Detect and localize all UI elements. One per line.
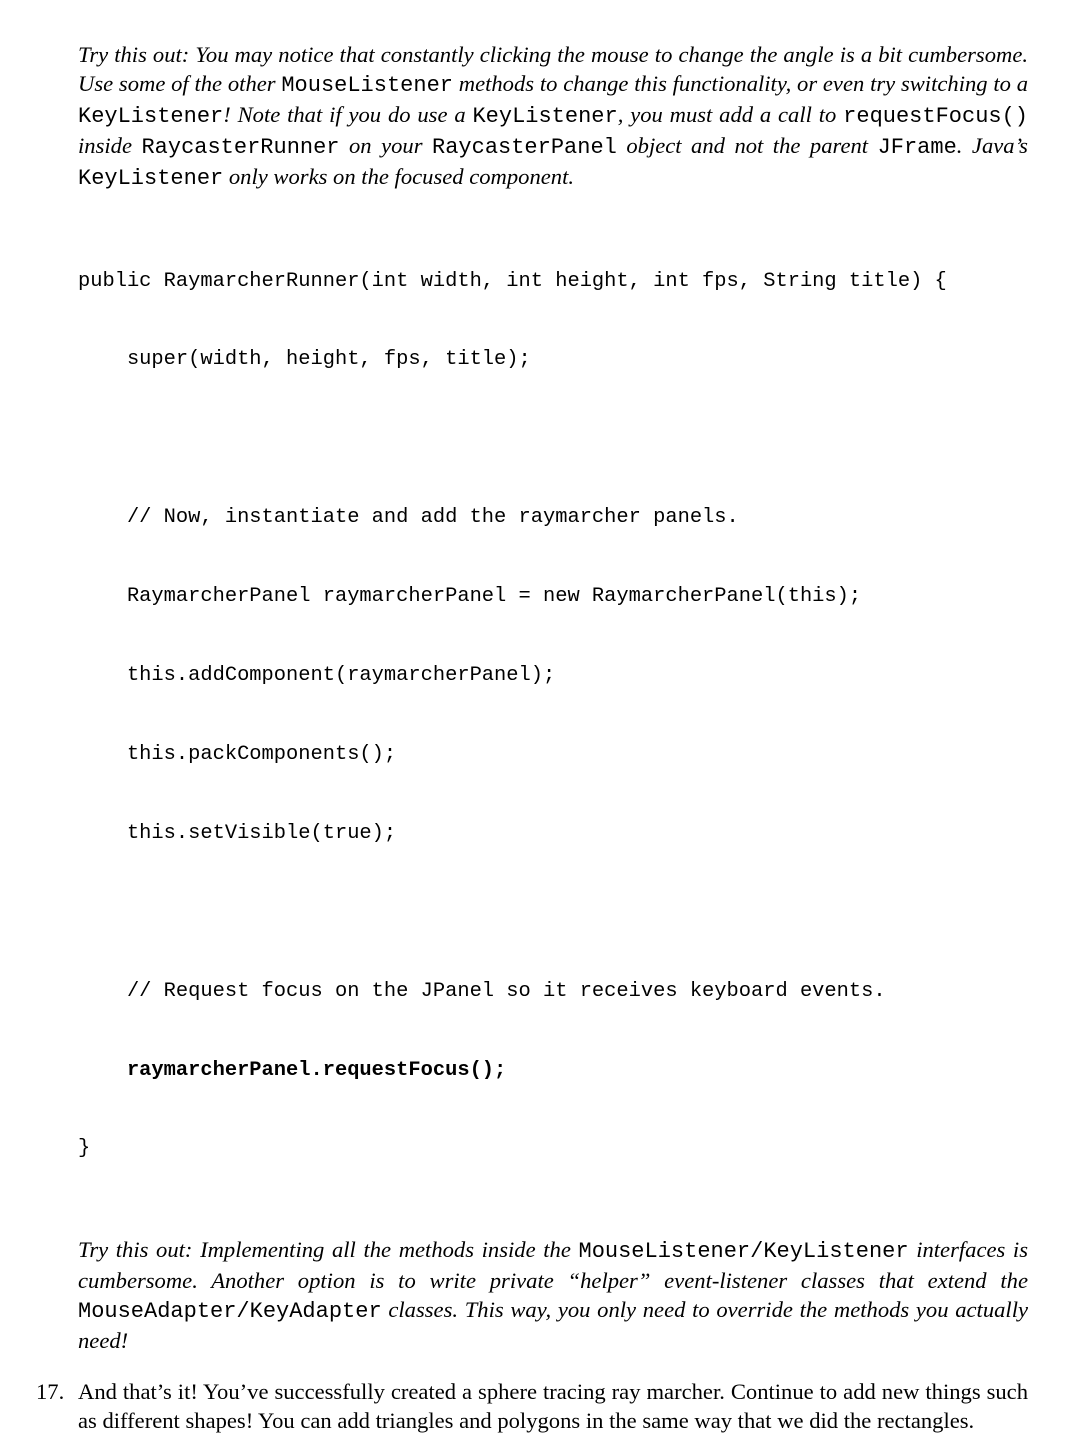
tip1-code-jframe: JFrame [877,135,957,160]
tip1-code-keylistener: KeyListener [78,104,224,129]
code-line: RaymarcherPanel raymarcherPanel = new RaymarcherPanel(this); [78,585,862,609]
code-line: super(width, height, fps, title); [78,348,531,372]
tip1-code-keylistener: KeyListener [78,166,224,191]
tip1-text: object and not the parent [616,133,878,158]
tip1-code-raycasterpanel: RaycasterPanel [432,135,617,160]
code-line: } [78,1137,91,1161]
list-item-text: And that’s it! You’ve successfully created a sphere tracing ray marcher. Continue to add new things such as different shapes! You can add triangles and polygons in the same way that we did the rectangles. [78,1379,1028,1434]
code-comment-line: // Request focus on the JPanel so it receives keyboard events. [78,979,886,1003]
tip2-code-adapters: MouseAdapter/KeyAdapter [78,1299,382,1325]
try-this-out-keylistener-tip [78,40,1028,193]
tip1-text: methods to change this functionality, or even try switching to a [452,71,1028,96]
tip1-text: only works on the focused component. [223,164,575,189]
tip1-text: on your [339,133,433,158]
tip2-text: classes. This way, you only need to override the methods you actually need! [78,1297,1028,1354]
tip1-text: Try this out: You may notice that constantly clicking the mouse to change the angle is a bit cumbersome. Use some of the other [78,42,1028,96]
tip1-code-requestfocus: requestFocus() [843,104,1029,129]
code-line: public RaymarcherRunner(int width, int height, int fps, String title) { [78,269,947,293]
try-this-out-adapter-tip [78,1235,1028,1355]
list-item-number: 17. [36,1379,65,1405]
tip1-text: . Java’s [956,133,1028,158]
document-page [36,40,1029,1435]
code-line-blank [78,426,1028,452]
tip1-code-raycasterrunner: RaycasterRunner [141,135,340,160]
tip2-code-listeners: MouseListener/KeyListener [578,1239,909,1265]
list-item-step-17 [36,1377,1028,1435]
tip2-text: interfaces is cumbersome. Another option is to write private “helper” event-listener classes that extend the [78,1237,1029,1294]
code-line: this.packComponents(); [78,742,397,766]
code-comment-line: // Now, instantiate and add the raymarcher panels. [78,506,739,530]
code-line: this.addComponent(raymarcherPanel); [78,664,556,688]
code-listing [78,216,1028,1215]
code-line: this.setVisible(true); [78,821,397,845]
tip1-text: , you must add a call to [617,102,844,127]
tip2-text: Try this out: Implementing all the methods inside the [78,1237,579,1263]
tip1-code-keylistener: KeyListener [472,104,618,129]
tip1-code-mouselistener: MouseListener [281,73,453,98]
code-line-bold-wrapper [78,1058,1028,1084]
code-line-request-focus: raymarcherPanel.requestFocus(); [78,1058,507,1082]
tip1-text: ! Note that if you do use a [223,102,473,127]
tip1-text: inside [78,133,142,158]
code-line-blank [78,900,1028,926]
